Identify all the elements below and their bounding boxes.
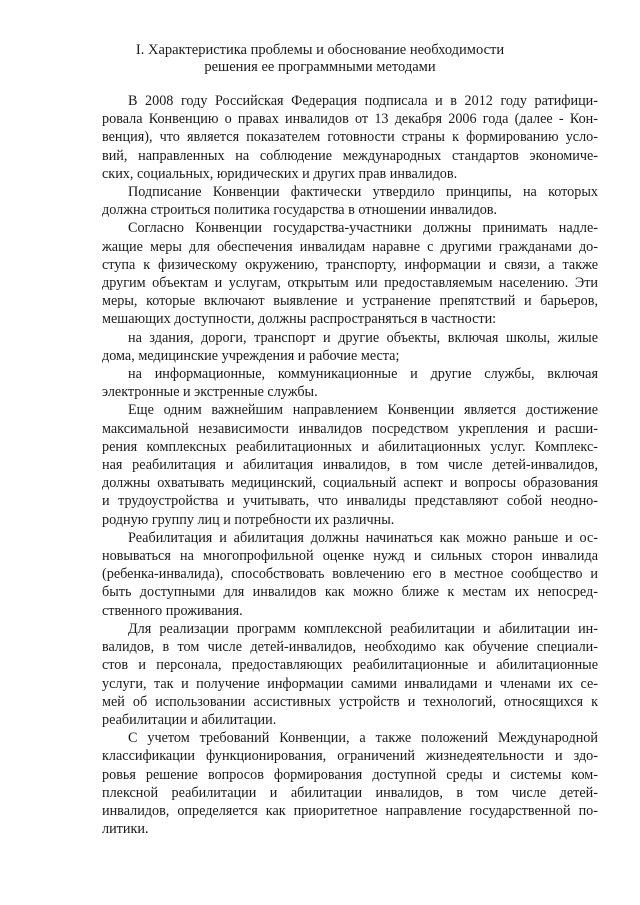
section-heading	[0, 42, 640, 76]
paragraph-7	[102, 529, 598, 620]
text-line: стов и персонала, предоставляющих реабилитационные и абилитационные	[102, 657, 598, 674]
heading-line-1: I. Характеристика проблемы и обоснование необходимости	[135, 42, 505, 58]
heading-line-2: решения ее программными методами	[204, 59, 436, 75]
text-line: ских, социальных, юридических и других прав инвалидов.	[102, 165, 458, 182]
text-line: должна строиться политика государства в отношении инвалидов.	[102, 202, 498, 219]
paragraph-4	[102, 329, 598, 365]
text-line: другим объектам и услугам, открытым или предоставляемым населению. Эти	[102, 275, 598, 292]
text-line: мей об использовании ассистивных устройств и технологий, относящихся к	[102, 693, 598, 710]
paragraph-2	[102, 183, 598, 219]
text-line: классификации функционирования, ограничений жизнедеятельности и здо-	[102, 748, 598, 765]
paragraph-1	[102, 92, 598, 183]
text-line: ступа к физическому окружению, транспорту, информации и связи, а также	[102, 256, 598, 273]
text-line: жащие меры для обеспечения инвалидам наравне с другими гражданами до-	[102, 238, 598, 255]
paragraph-5	[102, 365, 598, 401]
document-body	[102, 92, 598, 838]
text-line: (ребенка-инвалида), способствовать вовлечению его в местное сообщество и	[102, 566, 598, 583]
text-line: реабилитации и абилитации.	[102, 711, 277, 728]
paragraph-8	[102, 620, 598, 729]
text-line: ственного проживания.	[102, 602, 243, 619]
paragraph-9	[102, 729, 598, 838]
text-line: ровала Конвенцию о правах инвалидов от 13 декабря 2006 года (далее - Кон-	[102, 111, 598, 128]
paragraph-3	[102, 219, 598, 328]
text-line: мешающих доступности, должны распространяться в частности:	[102, 311, 497, 328]
text-line: дома, медицинские учреждения и рабочие места;	[102, 347, 400, 364]
text-line: быть доступными для инвалидов как можно ближе к местам их непосред-	[102, 584, 598, 601]
text-line: на здания, дороги, транспорт и другие объекты, включая школы, жилые	[128, 329, 598, 346]
text-line: должны охватывать медицинский, социальный аспект и вопросы образования	[102, 475, 598, 492]
text-line: Согласно Конвенции государства-участники должны принимать надле-	[128, 220, 598, 237]
text-line: плексной реабилитации и абилитации инвалидов, в том числе детей-	[102, 784, 598, 801]
text-line: новываться на многопрофильной оценке нужд и сильных сторон инвалида	[102, 548, 598, 565]
text-line: В 2008 году Российская Федерация подписала и в 2012 году ратифици-	[128, 93, 598, 109]
text-line: Реабилитация и абилитация должны начинаться как можно раньше и ос-	[128, 529, 598, 546]
text-line: ровья решение вопросов формирования доступной среды и системы ком-	[102, 766, 598, 783]
text-line: Для реализации программ комплексной реабилитации и абилитации ин-	[128, 620, 598, 637]
text-line: вий, направленных на соблюдение международных стандартов экономиче-	[102, 147, 598, 164]
text-line: С учетом требований Конвенции, а также положений Международной	[128, 730, 598, 747]
text-line: литики.	[102, 821, 149, 838]
text-line: максимальной независимости инвалидов посредством укрепления и расши-	[102, 420, 598, 437]
text-line: рения комплексных реабилитационных и абилитационных услуг. Комплекс-	[102, 438, 598, 455]
text-line: Подписание Конвенции фактически утвердило принципы, на которых	[128, 184, 598, 201]
text-line: инвалидов, определяется как приоритетное направление государственной по-	[102, 802, 598, 819]
text-line: валидов, в том числе детей-инвалидов, необходимо как обучение специали-	[102, 639, 598, 656]
text-line: родную группу лиц и потребности их различны.	[102, 511, 395, 528]
text-line: и трудоустройства и учитывать, что инвалиды представляют собой неодно-	[102, 493, 598, 510]
text-line: услуги, так и получение информации самими инвалидами и членами их се-	[102, 675, 598, 692]
text-line: меры, которые включают выявление и устранение препятствий и барьеров,	[102, 293, 598, 310]
text-line: на информационные, коммуникационные и другие службы, включая	[128, 366, 598, 383]
text-line: венция), что является показателем готовности страны к формированию усло-	[102, 129, 598, 146]
paragraph-6	[102, 401, 598, 528]
text-line: ная реабилитация и абилитация инвалидов, в том числе детей-инвалидов,	[102, 457, 598, 474]
text-line: электронные и экстренные службы.	[102, 384, 318, 401]
text-line: Еще одним важнейшим направлением Конвенции является достижение	[128, 402, 598, 419]
